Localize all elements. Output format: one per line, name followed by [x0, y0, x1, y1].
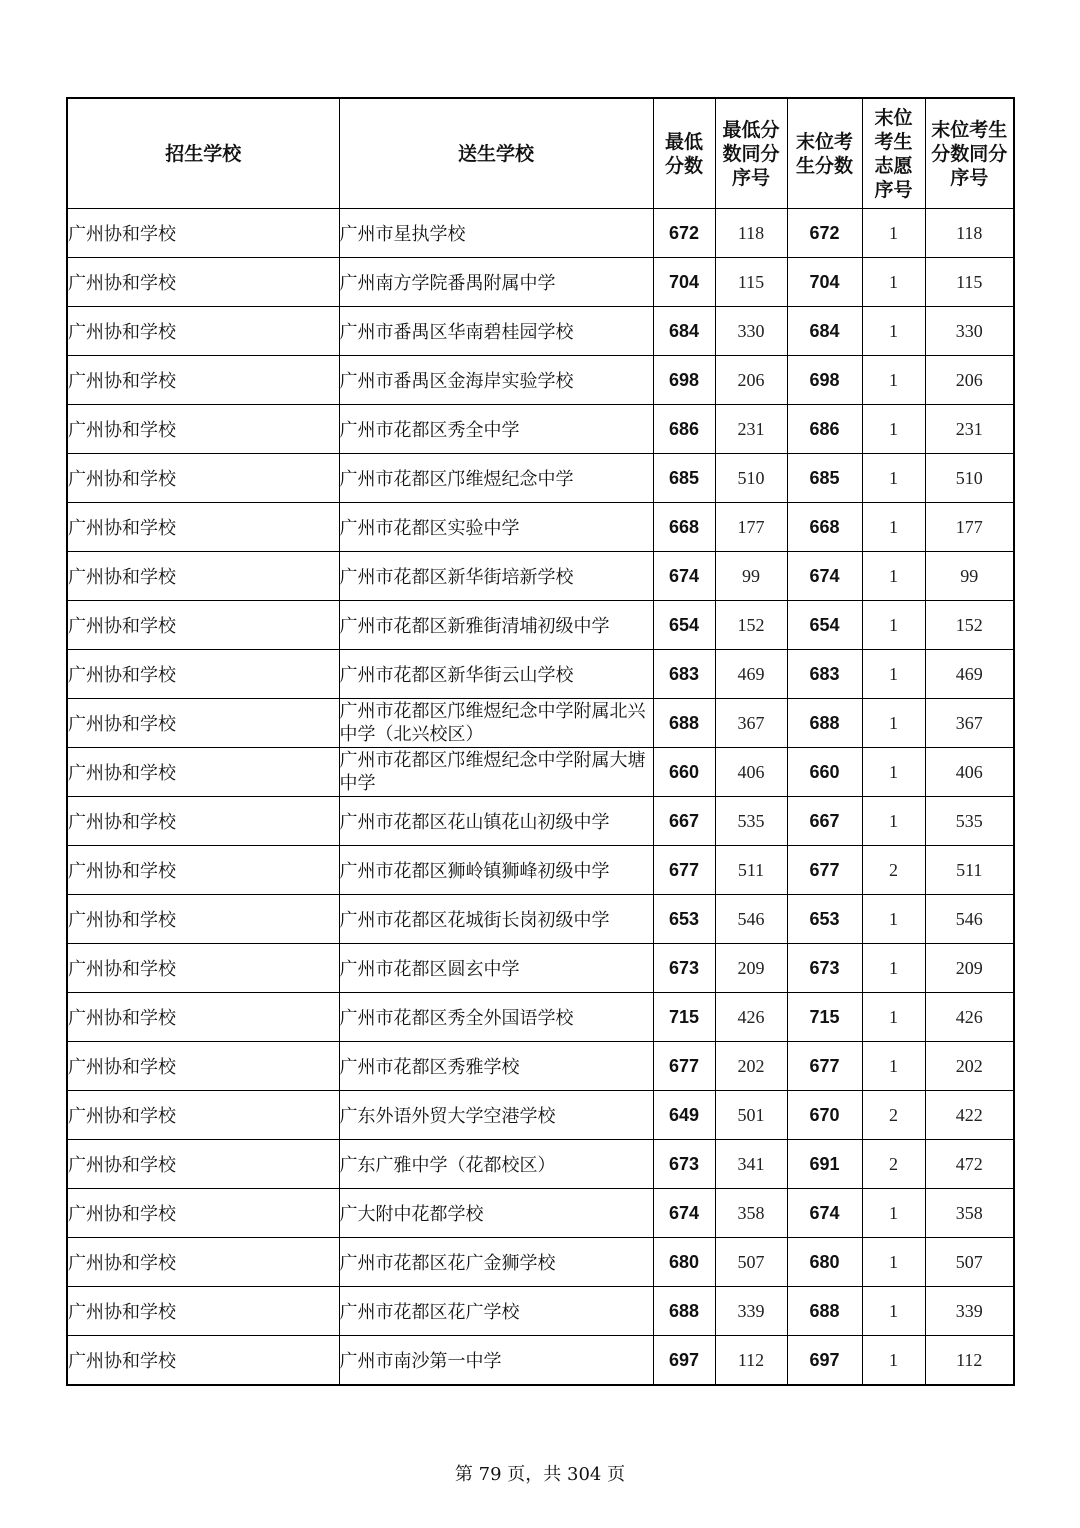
- cell-sending-school: 广州市花都区新华街培新学校: [339, 552, 653, 601]
- header-min-score-tie-rank: 最低分 数同分 序号: [715, 98, 787, 209]
- table-row: [67, 1091, 1014, 1140]
- cell-last-student-tie-rank: 358: [925, 1189, 1014, 1238]
- table-body: [67, 209, 1014, 1386]
- table-row: [67, 699, 1014, 748]
- cell-admitting-school: 广州协和学校: [67, 1238, 339, 1287]
- cell-sending-school: 广州市番禺区华南碧桂园学校: [339, 307, 653, 356]
- table-row: [67, 258, 1014, 307]
- cell-last-student-score: 677: [787, 1042, 862, 1091]
- cell-admitting-school: 广州协和学校: [67, 1287, 339, 1336]
- cell-last-student-score: 697: [787, 1336, 862, 1386]
- cell-last-student-tie-rank: 511: [925, 846, 1014, 895]
- cell-last-student-tie-rank: 535: [925, 797, 1014, 846]
- cell-last-student-tie-rank: 426: [925, 993, 1014, 1042]
- table-row: [67, 209, 1014, 258]
- cell-min-score-tie-rank: 511: [715, 846, 787, 895]
- cell-last-student-tie-rank: 422: [925, 1091, 1014, 1140]
- cell-sending-school: 广州市花都区秀全外国语学校: [339, 993, 653, 1042]
- cell-sending-school: 广州市花都区花山镇花山初级中学: [339, 797, 653, 846]
- cell-min-score: 673: [653, 1140, 715, 1189]
- cell-min-score-tie-rank: 330: [715, 307, 787, 356]
- cell-last-student-score: 683: [787, 650, 862, 699]
- cell-sending-school: 广州市花都区实验中学: [339, 503, 653, 552]
- cell-min-score: 697: [653, 1336, 715, 1386]
- cell-admitting-school: 广州协和学校: [67, 307, 339, 356]
- table-row: [67, 944, 1014, 993]
- cell-last-student-score: 660: [787, 748, 862, 797]
- cell-min-score: 677: [653, 846, 715, 895]
- cell-sending-school: 广州市星执学校: [339, 209, 653, 258]
- cell-last-student-choice-rank: 1: [862, 944, 925, 993]
- cell-last-student-score: 680: [787, 1238, 862, 1287]
- cell-last-student-score: 686: [787, 405, 862, 454]
- cell-min-score: 668: [653, 503, 715, 552]
- header-sending-school: 送生学校: [339, 98, 653, 209]
- cell-min-score-tie-rank: 546: [715, 895, 787, 944]
- table-row: [67, 895, 1014, 944]
- cell-last-student-score: 674: [787, 552, 862, 601]
- cell-admitting-school: 广州协和学校: [67, 895, 339, 944]
- cell-last-student-choice-rank: 1: [862, 1336, 925, 1386]
- cell-min-score-tie-rank: 501: [715, 1091, 787, 1140]
- cell-last-student-choice-rank: 1: [862, 1287, 925, 1336]
- cell-min-score-tie-rank: 358: [715, 1189, 787, 1238]
- cell-sending-school: 广州市花都区邝维煜纪念中学: [339, 454, 653, 503]
- cell-last-student-score: 688: [787, 1287, 862, 1336]
- cell-admitting-school: 广州协和学校: [67, 356, 339, 405]
- table-row: [67, 650, 1014, 699]
- cell-sending-school: 广州市花都区狮岭镇狮峰初级中学: [339, 846, 653, 895]
- cell-last-student-score: 667: [787, 797, 862, 846]
- cell-admitting-school: 广州协和学校: [67, 1189, 339, 1238]
- cell-sending-school: 广州市花都区花城街长岗初级中学: [339, 895, 653, 944]
- cell-min-score-tie-rank: 206: [715, 356, 787, 405]
- cell-last-student-tie-rank: 231: [925, 405, 1014, 454]
- table-row: [67, 748, 1014, 797]
- cell-last-student-choice-rank: 1: [862, 748, 925, 797]
- cell-sending-school: 广州市番禺区金海岸实验学校: [339, 356, 653, 405]
- cell-sending-school: 广州南方学院番禺附属中学: [339, 258, 653, 307]
- cell-last-student-choice-rank: 1: [862, 258, 925, 307]
- cell-last-student-score: 670: [787, 1091, 862, 1140]
- cell-last-student-tie-rank: 406: [925, 748, 1014, 797]
- table-row: [67, 846, 1014, 895]
- cell-admitting-school: 广州协和学校: [67, 258, 339, 307]
- header-admitting-school: 招生学校: [67, 98, 339, 209]
- cell-last-student-tie-rank: 118: [925, 209, 1014, 258]
- cell-last-student-choice-rank: 1: [862, 699, 925, 748]
- cell-last-student-choice-rank: 2: [862, 846, 925, 895]
- cell-last-student-tie-rank: 472: [925, 1140, 1014, 1189]
- table-row: [67, 993, 1014, 1042]
- cell-last-student-choice-rank: 1: [862, 552, 925, 601]
- cell-min-score: 677: [653, 1042, 715, 1091]
- cell-last-student-choice-rank: 1: [862, 209, 925, 258]
- cell-last-student-choice-rank: 1: [862, 405, 925, 454]
- cell-min-score-tie-rank: 209: [715, 944, 787, 993]
- cell-min-score: 688: [653, 699, 715, 748]
- header-row: [67, 98, 1014, 209]
- table-row: [67, 1042, 1014, 1091]
- cell-last-student-choice-rank: 1: [862, 1189, 925, 1238]
- cell-last-student-choice-rank: 1: [862, 1238, 925, 1287]
- page-number-footer: 第 79 页，共 304 页: [454, 1464, 626, 1485]
- cell-last-student-score: 715: [787, 993, 862, 1042]
- cell-admitting-school: 广州协和学校: [67, 454, 339, 503]
- cell-last-student-score: 673: [787, 944, 862, 993]
- cell-sending-school: 广州市花都区花广学校: [339, 1287, 653, 1336]
- cell-sending-school: 广州市花都区圆玄中学: [339, 944, 653, 993]
- cell-last-student-tie-rank: 330: [925, 307, 1014, 356]
- admission-score-table: [66, 97, 1015, 1386]
- cell-last-student-choice-rank: 1: [862, 356, 925, 405]
- table-row: [67, 797, 1014, 846]
- cell-min-score: 654: [653, 601, 715, 650]
- cell-min-score: 672: [653, 209, 715, 258]
- cell-min-score: 684: [653, 307, 715, 356]
- cell-last-student-tie-rank: 99: [925, 552, 1014, 601]
- cell-last-student-score: 654: [787, 601, 862, 650]
- cell-admitting-school: 广州协和学校: [67, 503, 339, 552]
- cell-min-score-tie-rank: 202: [715, 1042, 787, 1091]
- cell-last-student-tie-rank: 115: [925, 258, 1014, 307]
- header-min-score: 最低 分数: [653, 98, 715, 209]
- cell-last-student-score: 688: [787, 699, 862, 748]
- cell-min-score-tie-rank: 112: [715, 1336, 787, 1386]
- cell-last-student-tie-rank: 339: [925, 1287, 1014, 1336]
- cell-last-student-score: 674: [787, 1189, 862, 1238]
- cell-last-student-score: 668: [787, 503, 862, 552]
- cell-sending-school: 广州市花都区秀雅学校: [339, 1042, 653, 1091]
- table-row: [67, 454, 1014, 503]
- cell-min-score-tie-rank: 426: [715, 993, 787, 1042]
- cell-sending-school: 广东外语外贸大学空港学校: [339, 1091, 653, 1140]
- cell-last-student-tie-rank: 202: [925, 1042, 1014, 1091]
- cell-min-score: 683: [653, 650, 715, 699]
- cell-admitting-school: 广州协和学校: [67, 209, 339, 258]
- cell-min-score-tie-rank: 510: [715, 454, 787, 503]
- cell-admitting-school: 广州协和学校: [67, 846, 339, 895]
- cell-min-score-tie-rank: 341: [715, 1140, 787, 1189]
- cell-min-score-tie-rank: 507: [715, 1238, 787, 1287]
- cell-min-score-tie-rank: 406: [715, 748, 787, 797]
- cell-min-score: 660: [653, 748, 715, 797]
- table-row: [67, 356, 1014, 405]
- header-last-student-score: 末位考 生分数: [787, 98, 862, 209]
- cell-admitting-school: 广州协和学校: [67, 405, 339, 454]
- cell-last-student-tie-rank: 209: [925, 944, 1014, 993]
- cell-min-score: 653: [653, 895, 715, 944]
- table-row: [67, 1238, 1014, 1287]
- table-header: [67, 98, 1014, 209]
- cell-admitting-school: 广州协和学校: [67, 944, 339, 993]
- cell-sending-school: 广州市花都区新雅街清埔初级中学: [339, 601, 653, 650]
- cell-sending-school: 广大附中花都学校: [339, 1189, 653, 1238]
- cell-last-student-score: 685: [787, 454, 862, 503]
- cell-min-score: 673: [653, 944, 715, 993]
- cell-last-student-choice-rank: 1: [862, 895, 925, 944]
- cell-min-score: 698: [653, 356, 715, 405]
- cell-last-student-tie-rank: 507: [925, 1238, 1014, 1287]
- cell-min-score: 674: [653, 552, 715, 601]
- cell-min-score: 674: [653, 1189, 715, 1238]
- cell-last-student-score: 704: [787, 258, 862, 307]
- cell-last-student-tie-rank: 367: [925, 699, 1014, 748]
- cell-last-student-choice-rank: 1: [862, 454, 925, 503]
- table-row: [67, 503, 1014, 552]
- cell-admitting-school: 广州协和学校: [67, 1042, 339, 1091]
- cell-last-student-choice-rank: 1: [862, 993, 925, 1042]
- header-last-student-tie-rank: 末位考生 分数同分 序号: [925, 98, 1014, 209]
- cell-sending-school: 广州市花都区邝维煜纪念中学附属北兴中学（北兴校区）: [339, 699, 653, 748]
- cell-last-student-score: 672: [787, 209, 862, 258]
- cell-admitting-school: 广州协和学校: [67, 748, 339, 797]
- cell-last-student-choice-rank: 1: [862, 1042, 925, 1091]
- cell-last-student-score: 684: [787, 307, 862, 356]
- cell-last-student-choice-rank: 1: [862, 601, 925, 650]
- table-row: [67, 1189, 1014, 1238]
- table-row: [67, 601, 1014, 650]
- cell-last-student-score: 653: [787, 895, 862, 944]
- cell-last-student-tie-rank: 152: [925, 601, 1014, 650]
- cell-last-student-choice-rank: 2: [862, 1140, 925, 1189]
- table-row: [67, 1140, 1014, 1189]
- cell-admitting-school: 广州协和学校: [67, 1091, 339, 1140]
- cell-last-student-tie-rank: 206: [925, 356, 1014, 405]
- cell-sending-school: 广州市花都区新华街云山学校: [339, 650, 653, 699]
- cell-last-student-tie-rank: 177: [925, 503, 1014, 552]
- table-row: [67, 552, 1014, 601]
- cell-last-student-tie-rank: 510: [925, 454, 1014, 503]
- cell-admitting-school: 广州协和学校: [67, 1140, 339, 1189]
- cell-last-student-choice-rank: 1: [862, 307, 925, 356]
- cell-admitting-school: 广州协和学校: [67, 699, 339, 748]
- cell-admitting-school: 广州协和学校: [67, 601, 339, 650]
- cell-last-student-tie-rank: 469: [925, 650, 1014, 699]
- cell-last-student-choice-rank: 1: [862, 503, 925, 552]
- cell-min-score-tie-rank: 118: [715, 209, 787, 258]
- cell-admitting-school: 广州协和学校: [67, 1336, 339, 1386]
- table-row: [67, 1336, 1014, 1386]
- cell-min-score-tie-rank: 231: [715, 405, 787, 454]
- cell-min-score: 680: [653, 1238, 715, 1287]
- cell-admitting-school: 广州协和学校: [67, 650, 339, 699]
- cell-min-score: 649: [653, 1091, 715, 1140]
- cell-last-student-choice-rank: 2: [862, 1091, 925, 1140]
- cell-last-student-score: 691: [787, 1140, 862, 1189]
- cell-min-score-tie-rank: 469: [715, 650, 787, 699]
- cell-min-score: 688: [653, 1287, 715, 1336]
- cell-admitting-school: 广州协和学校: [67, 993, 339, 1042]
- cell-min-score: 667: [653, 797, 715, 846]
- cell-last-student-choice-rank: 1: [862, 650, 925, 699]
- cell-last-student-choice-rank: 1: [862, 797, 925, 846]
- table-row: [67, 307, 1014, 356]
- cell-min-score-tie-rank: 339: [715, 1287, 787, 1336]
- table-row: [67, 405, 1014, 454]
- cell-min-score-tie-rank: 535: [715, 797, 787, 846]
- cell-admitting-school: 广州协和学校: [67, 552, 339, 601]
- cell-min-score: 686: [653, 405, 715, 454]
- cell-admitting-school: 广州协和学校: [67, 797, 339, 846]
- cell-min-score: 715: [653, 993, 715, 1042]
- cell-last-student-score: 698: [787, 356, 862, 405]
- cell-last-student-tie-rank: 546: [925, 895, 1014, 944]
- cell-min-score-tie-rank: 177: [715, 503, 787, 552]
- table-row: [67, 1287, 1014, 1336]
- cell-last-student-tie-rank: 112: [925, 1336, 1014, 1386]
- cell-sending-school: 广州市南沙第一中学: [339, 1336, 653, 1386]
- cell-sending-school: 广州市花都区花广金狮学校: [339, 1238, 653, 1287]
- header-last-student-choice-rank: 末位 考生 志愿 序号: [862, 98, 925, 209]
- cell-min-score-tie-rank: 99: [715, 552, 787, 601]
- cell-min-score: 704: [653, 258, 715, 307]
- cell-min-score-tie-rank: 152: [715, 601, 787, 650]
- cell-sending-school: 广州市花都区秀全中学: [339, 405, 653, 454]
- cell-sending-school: 广州市花都区邝维煜纪念中学附属大塘中学: [339, 748, 653, 797]
- cell-min-score-tie-rank: 115: [715, 258, 787, 307]
- cell-last-student-score: 677: [787, 846, 862, 895]
- cell-min-score-tie-rank: 367: [715, 699, 787, 748]
- cell-min-score: 685: [653, 454, 715, 503]
- cell-sending-school: 广东广雅中学（花都校区）: [339, 1140, 653, 1189]
